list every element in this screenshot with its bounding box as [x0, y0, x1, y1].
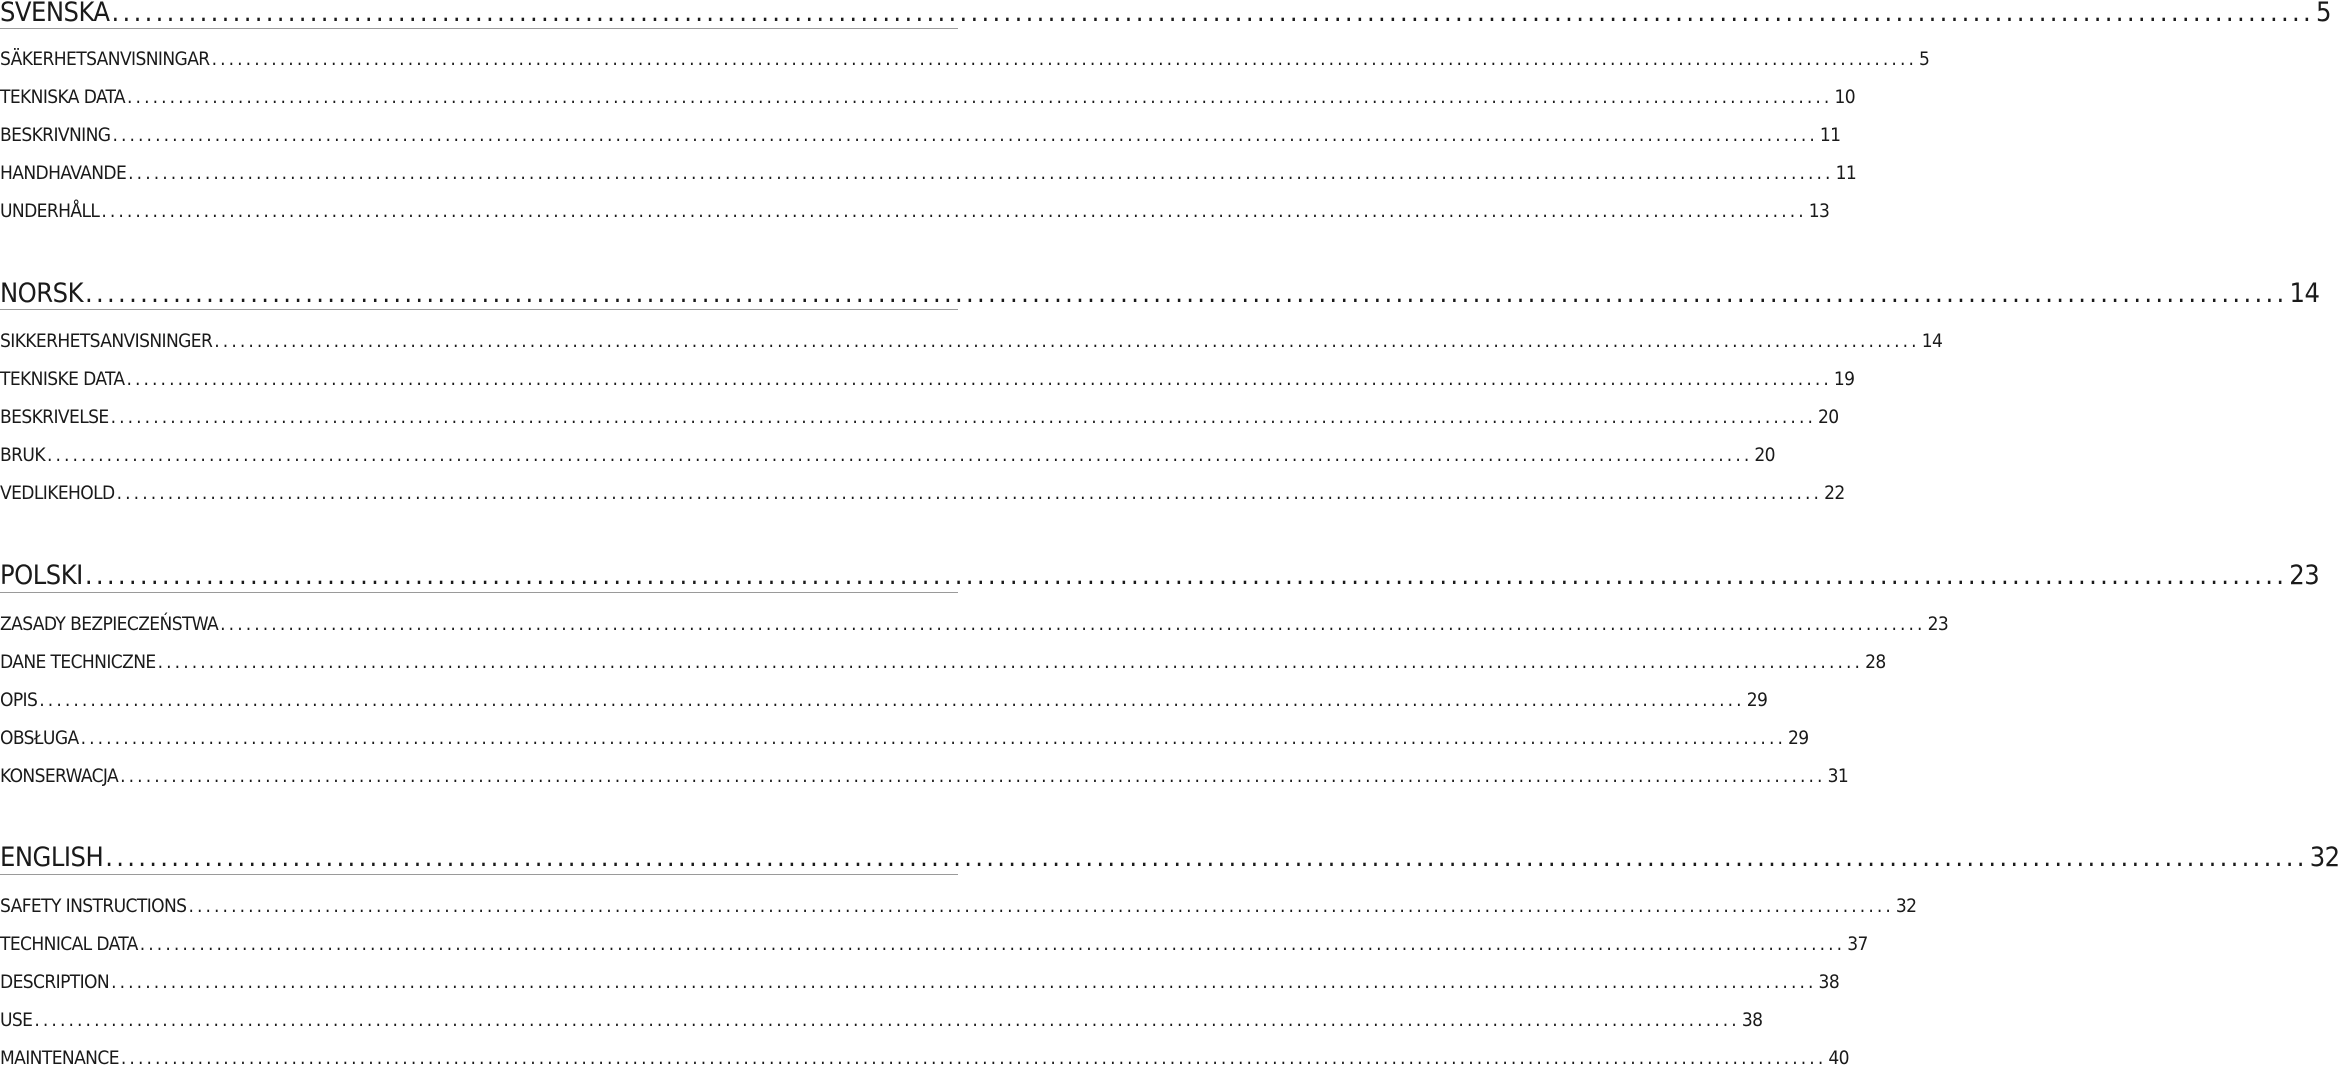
dot-leader: ........................................................................................................................................................................................................: [214, 330, 1920, 352]
dot-leader: ........................................................................................................................................................................................................: [46, 444, 1753, 466]
toc-entry[interactable]: [0, 84, 1856, 110]
section-divider: [0, 28, 958, 29]
toc-entry[interactable]: [0, 893, 1917, 919]
section-heading-row[interactable]: [0, 559, 2320, 593]
toc-entry-page: 29: [1746, 689, 1768, 711]
dot-leader: ........................................................................................................................................................................................................: [110, 406, 1817, 428]
toc-entry-page: 19: [1833, 368, 1855, 390]
toc-entry[interactable]: [0, 687, 1768, 713]
toc-entry-label: KONSERWACJA: [0, 765, 119, 787]
toc-entry-page: 11: [1819, 124, 1841, 146]
toc-entry-label: SÄKERHETSANVISNINGAR: [0, 48, 210, 70]
toc-entry[interactable]: [0, 328, 1943, 354]
toc-entry-label: SIKKERHETSANVISNINGER: [0, 330, 213, 352]
dot-leader: ........................................................................................................................................................................................................: [188, 895, 1894, 917]
dot-leader: ........................................................................................................................................................................................................: [220, 613, 1926, 635]
dot-leader: ........................................................................................................................................................................................................: [105, 842, 2308, 873]
dot-leader: ........................................................................................................................................................................................................: [126, 368, 1832, 390]
toc-entry-label: ZASADY BEZPIECZEŃSTWA: [0, 613, 219, 635]
toc-entry-label: HANDHAVANDE: [0, 162, 127, 184]
toc-entry-page: 38: [1741, 1009, 1763, 1031]
dot-leader: ........................................................................................................................................................................................................: [157, 651, 1864, 673]
toc-entry[interactable]: [0, 366, 1855, 392]
dot-leader: ........................................................................................................................................................................................................: [84, 560, 2288, 591]
toc-entry-label: USE: [0, 1009, 33, 1031]
dot-leader: ........................................................................................................................................................................................................: [127, 86, 1833, 108]
toc-entry-label: BESKRIVNING: [0, 124, 111, 146]
toc-entry-label: SAFETY INSTRUCTIONS: [0, 895, 187, 917]
dot-leader: ........................................................................................................................................................................................................: [85, 278, 2288, 309]
section-heading: SVENSKA: [0, 0, 110, 28]
toc-entry[interactable]: [0, 763, 1849, 789]
dot-leader: ........................................................................................................................................................................................................: [139, 933, 1846, 955]
toc-entry-label: BESKRIVELSE: [0, 406, 109, 428]
section-heading: ENGLISH: [0, 842, 104, 873]
dot-leader: ........................................................................................................................................................................................................: [120, 1047, 1827, 1069]
section-page-number: 5: [2316, 0, 2331, 28]
dot-leader: ........................................................................................................................................................................................................: [34, 1009, 1740, 1031]
toc-entry-page: 10: [1834, 86, 1856, 108]
toc-entry-page: 11: [1835, 162, 1857, 184]
toc-entry-label: OPIS: [0, 689, 38, 711]
toc-entry[interactable]: [0, 404, 1839, 430]
toc-entry-page: 37: [1847, 933, 1868, 955]
dot-leader: ........................................................................................................................................................................................................: [211, 48, 1918, 70]
dot-leader: ........................................................................................................................................................................................................: [116, 482, 1823, 504]
dot-leader: ........................................................................................................................................................................................................: [111, 971, 1817, 993]
toc-entry[interactable]: [0, 198, 1830, 224]
section-heading: POLSKI: [0, 560, 83, 591]
section-heading: NORSK: [0, 278, 84, 309]
section-heading-row[interactable]: [0, 0, 2331, 30]
section-heading-row[interactable]: [0, 277, 2320, 311]
toc-entry-page: 31: [1827, 765, 1849, 787]
toc-entry-page: 23: [1927, 613, 1949, 635]
toc-entry-page: 32: [1895, 895, 1917, 917]
toc-entry-label: DESCRIPTION: [0, 971, 110, 993]
section-page-number: 14: [2289, 278, 2320, 309]
toc-entry[interactable]: [0, 725, 1809, 751]
toc-entry-label: UNDERHÅLL: [0, 200, 100, 222]
toc-entry[interactable]: [0, 46, 1930, 72]
toc-entry-label: BRUK: [0, 444, 45, 466]
toc-entry-label: VEDLIKEHOLD: [0, 482, 115, 504]
section-divider: [0, 874, 958, 875]
toc-entry-page: 29: [1788, 727, 1809, 749]
toc-entry-page: 28: [1865, 651, 1886, 673]
toc-entry-page: 20: [1754, 444, 1775, 466]
section-heading-row[interactable]: [0, 841, 2340, 875]
toc-entry-label: OBSŁUGA: [0, 727, 79, 749]
toc-entry-label: TEKNISKA DATA: [0, 86, 126, 108]
section-page-number: 32: [2309, 842, 2340, 873]
toc-entry[interactable]: [0, 649, 1886, 675]
section-divider: [0, 309, 958, 310]
toc-entry[interactable]: [0, 442, 1775, 468]
section-divider: [0, 592, 958, 593]
dot-leader: ........................................................................................................................................................................................................: [101, 200, 1807, 222]
toc-entry-page: 5: [1919, 48, 1930, 70]
toc-entry-label: MAINTENANCE: [0, 1047, 119, 1069]
toc-entry-page: 14: [1921, 330, 1943, 352]
toc-entry-label: TEKNISKE DATA: [0, 368, 125, 390]
toc-entry-label: DANE TECHNICZNE: [0, 651, 156, 673]
toc-entry[interactable]: [0, 611, 1949, 637]
toc-entry[interactable]: [0, 1007, 1763, 1033]
section-page-number: 23: [2289, 560, 2320, 591]
toc-entry-page: 38: [1818, 971, 1840, 993]
dot-leader: ........................................................................................................................................................................................................: [112, 124, 1818, 146]
toc-entry[interactable]: [0, 160, 1857, 186]
toc-entry-page: 40: [1828, 1047, 1849, 1069]
dot-leader: ........................................................................................................................................................................................................: [111, 0, 2315, 28]
dot-leader: ........................................................................................................................................................................................................: [80, 727, 1787, 749]
dot-leader: ........................................................................................................................................................................................................: [120, 765, 1826, 787]
toc-entry[interactable]: [0, 1045, 1849, 1071]
toc-entry-page: 22: [1824, 482, 1845, 504]
toc-entry-page: 13: [1808, 200, 1830, 222]
dot-leader: ........................................................................................................................................................................................................: [128, 162, 1834, 184]
toc-entry[interactable]: [0, 480, 1845, 506]
toc-entry[interactable]: [0, 969, 1840, 995]
dot-leader: ........................................................................................................................................................................................................: [39, 689, 1745, 711]
toc-entry-page: 20: [1818, 406, 1839, 428]
toc-entry[interactable]: [0, 931, 1868, 957]
toc-entry-label: TECHNICAL DATA: [0, 933, 138, 955]
toc-entry[interactable]: [0, 122, 1841, 148]
